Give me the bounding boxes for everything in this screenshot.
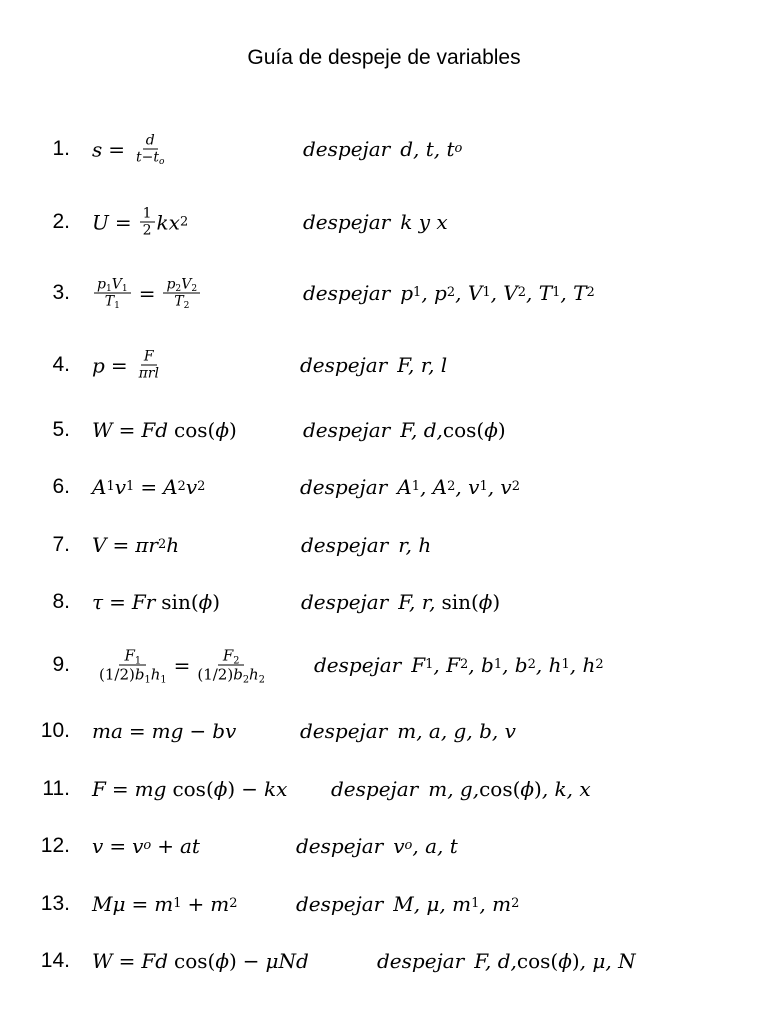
fraction: F πrl <box>138 348 159 382</box>
despejar-label: despejar <box>314 653 402 677</box>
list-item <box>0 826 768 866</box>
item-number: 3. <box>52 281 70 304</box>
equation: ma = mg − bv <box>92 719 237 743</box>
solve-for: despejar v o , a, t <box>296 834 458 858</box>
equation: τ = Fr sin( ϕ ) <box>92 590 221 614</box>
despejar-label: despejar <box>303 210 391 234</box>
solve-for: despejar p 1 , p 2 , V 1 , V 2 , T 1 , T 2 <box>303 281 595 305</box>
item-number: 1. <box>52 137 70 160</box>
equation: W = Fd cos( ϕ ) − μNd <box>92 949 309 973</box>
item-number: 9. <box>52 653 70 676</box>
solve-for: despejar m, a, g, b, v <box>300 719 516 743</box>
equation: $\frac{F_1}{(1/2)b_1h_1}$ = $\frac{F_2}{(1/2)b_2h_2}$ <box>92 647 272 684</box>
solve-for: despejar F, d, cos( ϕ ) <box>303 418 506 442</box>
item-number: 11. <box>42 777 70 800</box>
despejar-label: despejar <box>300 475 388 499</box>
despejar-label: despejar <box>300 353 388 377</box>
item-number: 8. <box>52 590 70 613</box>
despejar-label: despejar <box>303 281 391 305</box>
list-item <box>0 410 768 450</box>
solve-for: despejar F, r, l <box>300 353 448 377</box>
list-item <box>0 769 768 809</box>
list-item <box>0 941 768 981</box>
despejar-label: despejar <box>296 892 384 916</box>
list-item <box>0 273 768 313</box>
equation: $p_1V_1$ $T_1$ = $p_2V_2$ $T_2$ <box>92 277 202 310</box>
equation: V = πr 2 h <box>92 533 180 557</box>
item-number: 13. <box>40 892 70 915</box>
list-item <box>0 202 768 242</box>
despejar-label: despejar <box>331 777 419 801</box>
fraction: $\frac{F_1}{(1/2)b_1h_1}$ <box>99 646 167 686</box>
item-number: 7. <box>52 533 70 556</box>
fraction: d $t-t_o$ <box>136 132 165 168</box>
solve-for: despejar F, r, sin( ϕ ) <box>301 590 501 614</box>
equation: A 1 v 1 = A 2 v 2 <box>92 475 206 499</box>
solve-for: despejar A 1 , A 2 , v 1 , v 2 <box>300 475 521 499</box>
item-number: 6. <box>52 475 70 498</box>
item-number: 5. <box>52 418 70 441</box>
list-item <box>0 711 768 751</box>
page-title: Guía de despeje de variables <box>247 46 521 69</box>
fraction: 1 2 <box>140 206 155 239</box>
solve-for: despejar F 1 , F 2 , b 1 , b 2 , h 1 , h 2 <box>314 653 604 677</box>
item-number: 2. <box>52 210 70 233</box>
equation: W = Fd cos( ϕ ) <box>92 418 237 442</box>
solve-for: despejar M, μ, m 1 , m 2 <box>296 892 520 916</box>
solve-for: despejar d, t, t o <box>303 137 463 161</box>
list-item <box>0 345 768 385</box>
equation: p = F πrl <box>92 349 164 382</box>
list-item <box>0 525 768 565</box>
despejar-label: despejar <box>301 533 389 557</box>
solve-for: despejar F, d, cos( ϕ ) , μ, N <box>377 949 636 973</box>
despejar-label: despejar <box>303 137 391 161</box>
item-number: 4. <box>52 353 70 376</box>
list-item <box>0 129 768 169</box>
despejar-label: despejar <box>296 834 384 858</box>
list-item <box>0 645 768 685</box>
despejar-label: despejar <box>303 418 391 442</box>
equation: U = 1 2 kx 2 <box>92 205 189 239</box>
equation: Mμ = m 1 + m 2 <box>92 892 238 916</box>
item-number: 10. <box>40 719 70 742</box>
solve-for: despejar k y x <box>303 210 448 234</box>
fraction: $\frac{F_2}{(1/2)b_2h_2}$ <box>197 646 265 686</box>
fraction: $p_1V_1$ $T_1$ <box>94 277 131 310</box>
list-item <box>0 884 768 924</box>
despejar-label: despejar <box>377 949 465 973</box>
list-item <box>0 467 768 507</box>
despejar-label: despejar <box>300 719 388 743</box>
list-item <box>0 582 768 622</box>
equation: F = mg cos( ϕ ) − kx <box>92 777 288 801</box>
equation: v = v o + at <box>92 834 200 858</box>
item-number: 12. <box>40 834 70 857</box>
fraction: $p_2V_2$ $T_2$ <box>163 277 200 310</box>
despejar-label: despejar <box>301 590 389 614</box>
solve-for: despejar r, h <box>301 533 432 557</box>
item-number: 14. <box>40 949 70 972</box>
solve-for: despejar m, g, cos( ϕ ) , k, x <box>331 777 591 801</box>
equation: s = d $t-t_o$ <box>92 133 170 166</box>
